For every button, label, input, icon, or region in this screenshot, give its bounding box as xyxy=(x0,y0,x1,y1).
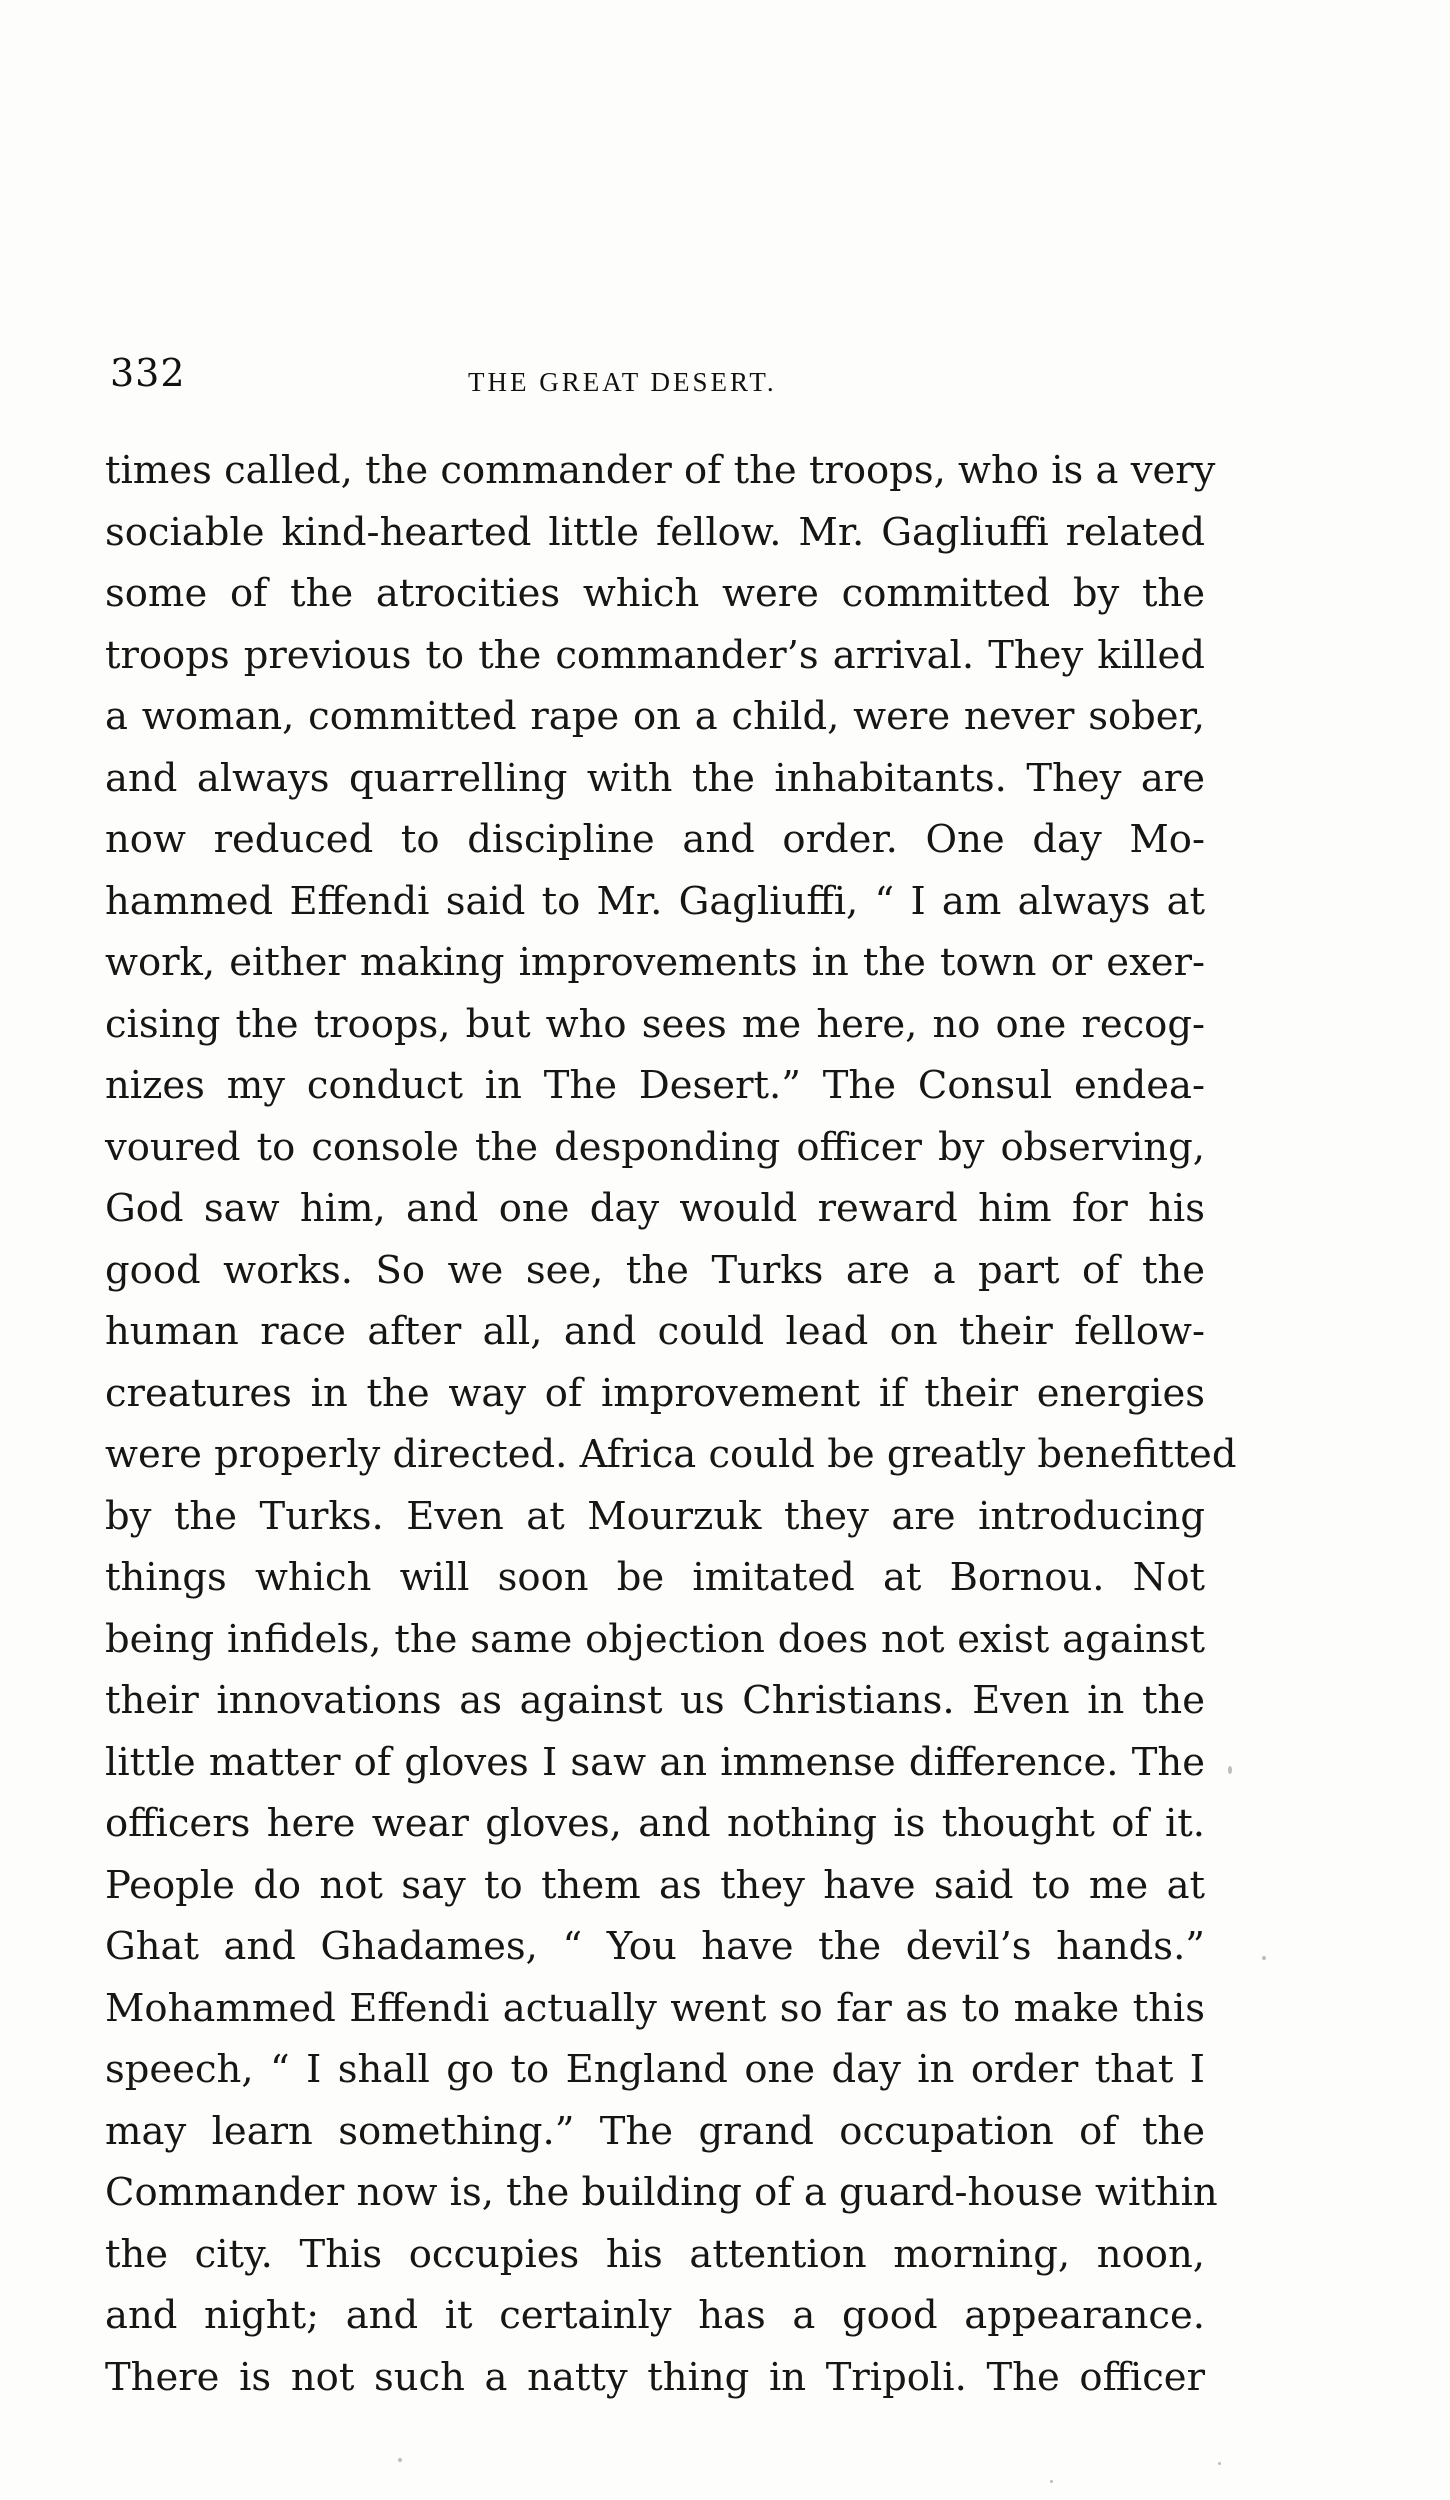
scan-speck xyxy=(1050,2480,1053,2483)
text-line: Mohammed Effendi actually went so far as to make this xyxy=(105,1985,1205,2031)
scan-speck xyxy=(398,2458,402,2462)
text-line: being infidels, the same objection does not exist against xyxy=(105,1616,1205,1662)
text-line: hammed Effendi said to Mr. Gagliuffi, “ I am always at xyxy=(105,878,1205,924)
body-text xyxy=(105,440,1237,2408)
text-line: cising the troops, but who sees me here, no one recog- xyxy=(105,1001,1205,1047)
text-line: creatures in the way of improvement if their energies xyxy=(105,1370,1205,1416)
text-line: the city. This occupies his attention morning, noon, xyxy=(105,2231,1205,2277)
text-line: now reduced to discipline and order. One day Mo- xyxy=(105,817,1205,862)
text-line: Commander now is, the building of a guard-house within xyxy=(105,2170,1218,2215)
text-line: Ghat and Ghadames, “ You have the devil’s hands.” xyxy=(105,1924,1205,1969)
text-line: speech, “ I shall go to England one day in order that I xyxy=(105,2047,1205,2092)
scan-speck xyxy=(1262,1956,1266,1960)
text-line: voured to console the desponding officer by observing, xyxy=(105,1124,1205,1170)
text-line: officers here wear gloves, and nothing is thought of it. xyxy=(105,1801,1205,1846)
text-line: sociable kind-hearted little fellow. Mr. Gagliuffi related xyxy=(105,509,1205,555)
text-line: things which will soon be imitated at Bornou. Not xyxy=(105,1555,1205,1600)
text-line: times called, the commander of the troops, who is a very xyxy=(105,448,1216,493)
text-line: little matter of gloves I saw an immense difference. The xyxy=(105,1739,1205,1785)
text-line: by the Turks. Even at Mourzuk they are introducing xyxy=(105,1493,1205,1539)
scan-speck xyxy=(1218,2462,1221,2465)
text-line: may learn something.” The grand occupation of the xyxy=(105,2108,1205,2154)
text-line: and night; and it certainly has a good appearance. xyxy=(105,2293,1205,2338)
text-line: troops previous to the commander’s arrival. They killed xyxy=(105,632,1205,678)
text-line: work, either making improvements in the town or exer- xyxy=(105,940,1205,985)
text-line: People do not say to them as they have said to me at xyxy=(105,1862,1205,1908)
text-line: God saw him, and one day would reward him for his xyxy=(105,1186,1205,1231)
text-line: nizes my conduct in The Desert.” The Consul endea- xyxy=(105,1063,1205,1108)
page-number: 332 xyxy=(110,351,186,395)
text-line: were properly directed. Africa could be greatly benefitted xyxy=(105,1432,1237,1477)
text-line: a woman, committed rape on a child, were never sober, xyxy=(105,694,1205,739)
text-line: human race after all, and could lead on their fellow- xyxy=(105,1309,1205,1354)
text-line: their innovations as against us Christians. Even in the xyxy=(105,1678,1205,1723)
scan-speck xyxy=(1228,1766,1232,1774)
page-header xyxy=(98,345,1208,405)
text-line: some of the atrocities which were committed by the xyxy=(105,571,1205,616)
running-title: THE GREAT DESERT. xyxy=(468,367,777,397)
text-line: and always quarrelling with the inhabitants. They are xyxy=(105,755,1205,801)
text-line: There is not such a natty thing in Tripoli. The officer xyxy=(105,2354,1205,2400)
text-line: good works. So we see, the Turks are a part of the xyxy=(105,1247,1205,1293)
